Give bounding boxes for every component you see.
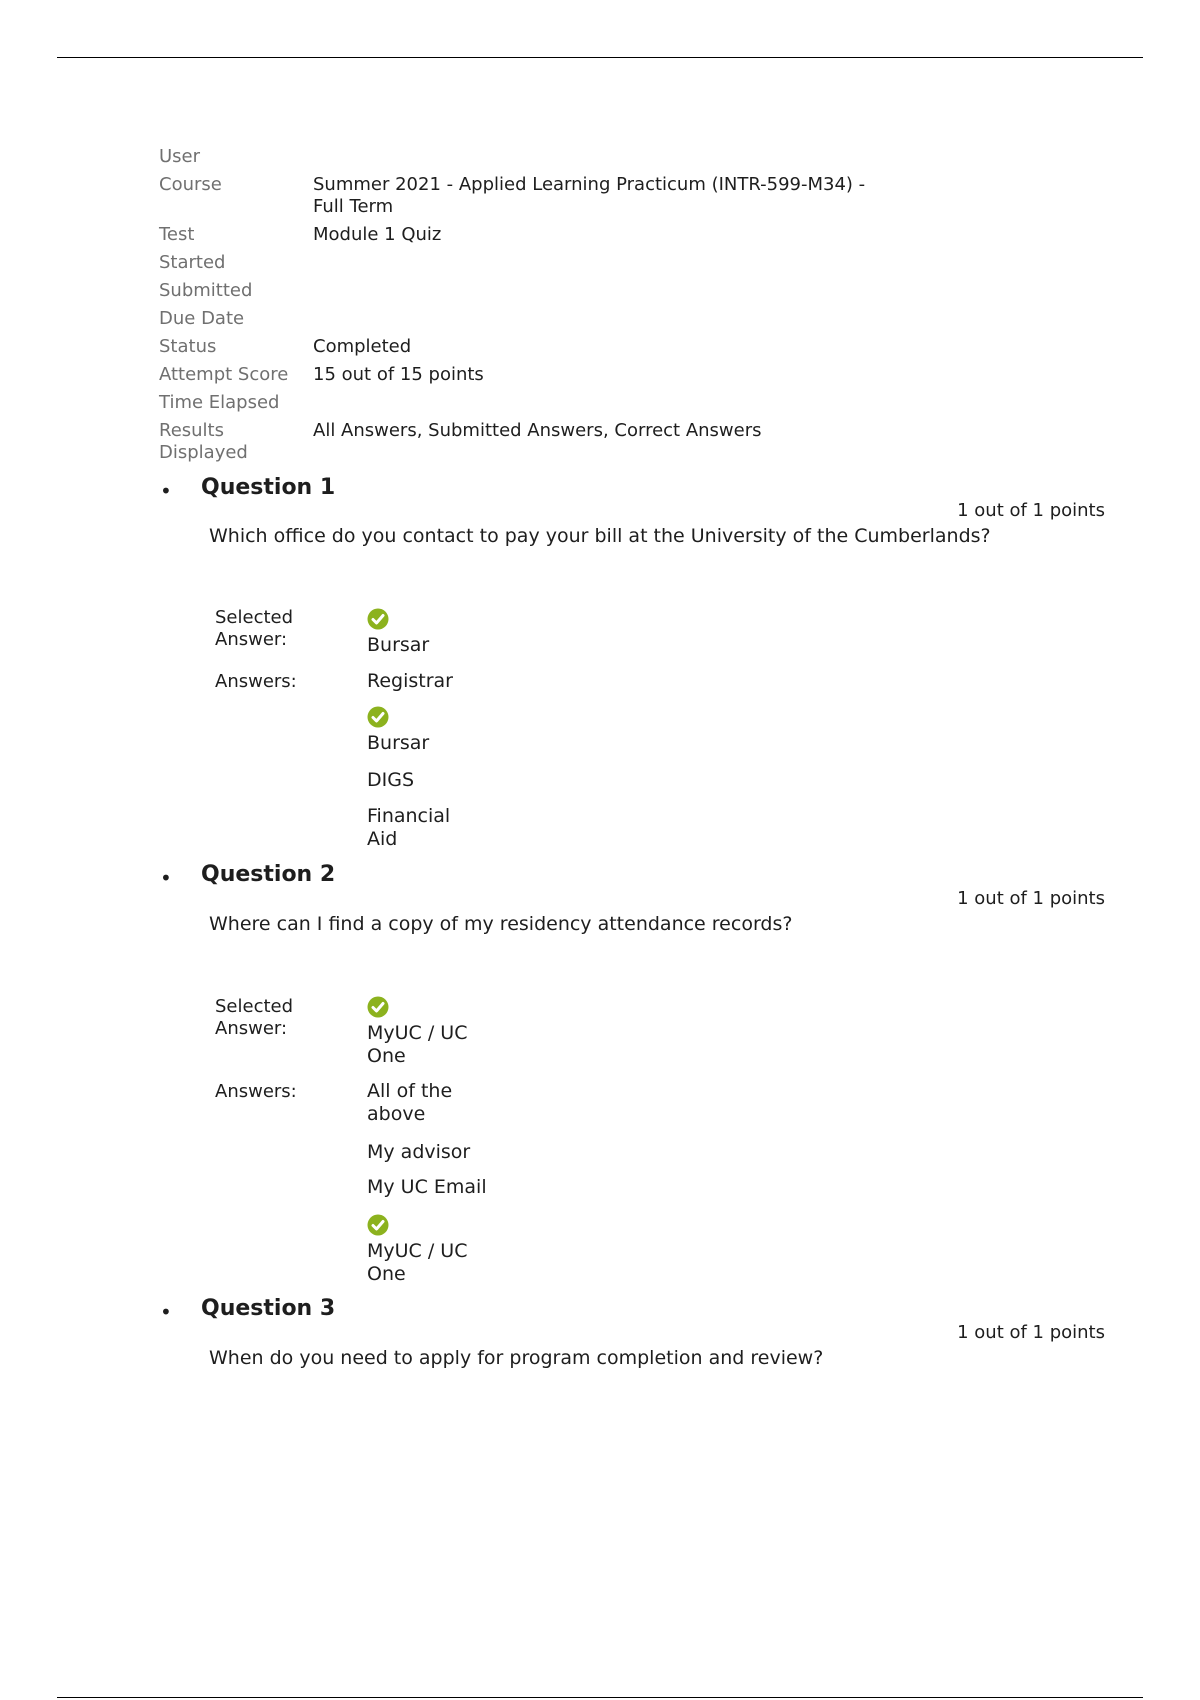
check-circle-icon [367,996,389,1018]
answer-option: My advisor [367,1141,471,1163]
answers-label: Answers: [215,671,297,692]
answer-option: DIGS [367,769,415,791]
answer-option-correct: MyUC / UC One [367,1214,482,1286]
attempt-score-label: Attempt Score [159,364,289,385]
submitted-label: Submitted [159,280,253,301]
question-title: Question 2 [201,862,336,887]
question-title: Question 1 [201,475,336,500]
question-points: 1 out of 1 points [957,1322,1105,1343]
question-text: When do you need to apply for program completion and review? [209,1347,824,1369]
attempt-summary [159,146,913,464]
started-label: Started [159,252,226,273]
selected-answer-label: Selected Answer: [215,607,294,650]
time-elapsed-label: Time Elapsed [159,392,280,413]
question-text: Which office do you contact to pay your bill at the University of the Cumberlands? [209,525,991,547]
user-label: User [159,146,201,167]
answer-option: Registrar [367,670,453,692]
answer-option: Financial Aid [367,805,451,850]
test-value: Module 1 Quiz [313,224,442,245]
selected-answer [367,996,482,1068]
selected-answer [367,608,507,657]
selected-answer-text: MyUC / UC One [367,1022,468,1067]
results-displayed-label: Results Displayed [159,420,248,463]
selected-answer-text: Bursar [367,634,430,656]
results-displayed-value: All Answers, Submitted Answers, Correct Answers [313,420,762,441]
bullet: • [160,866,172,890]
bullet: • [160,1300,172,1324]
check-circle-icon [367,1214,389,1236]
answer-option: My UC Email [367,1176,487,1198]
answer-option: All of the above [367,1080,453,1125]
check-circle-icon [367,608,389,630]
check-circle-icon [367,706,389,728]
question-text: Where can I find a copy of my residency attendance records? [209,913,793,935]
due-date-label: Due Date [159,308,245,329]
question-points: 1 out of 1 points [957,888,1105,909]
selected-answer-label: Selected Answer: [215,996,294,1039]
course-value: Summer 2021 - Applied Learning Practicum (INTR-599-M34) - Full Term [313,174,866,217]
status-label: Status [159,336,217,357]
bullet: • [160,479,172,503]
question-points: 1 out of 1 points [957,500,1105,521]
answers-label: Answers: [215,1081,297,1102]
top-divider [57,57,1143,58]
question-title: Question 3 [201,1296,336,1321]
attempt-score-value: 15 out of 15 points [313,364,484,385]
course-label: Course [159,174,222,195]
bottom-divider [57,1697,1143,1698]
answer-option-correct: Bursar [367,706,507,755]
test-label: Test [159,224,195,245]
status-value: Completed [313,336,412,357]
